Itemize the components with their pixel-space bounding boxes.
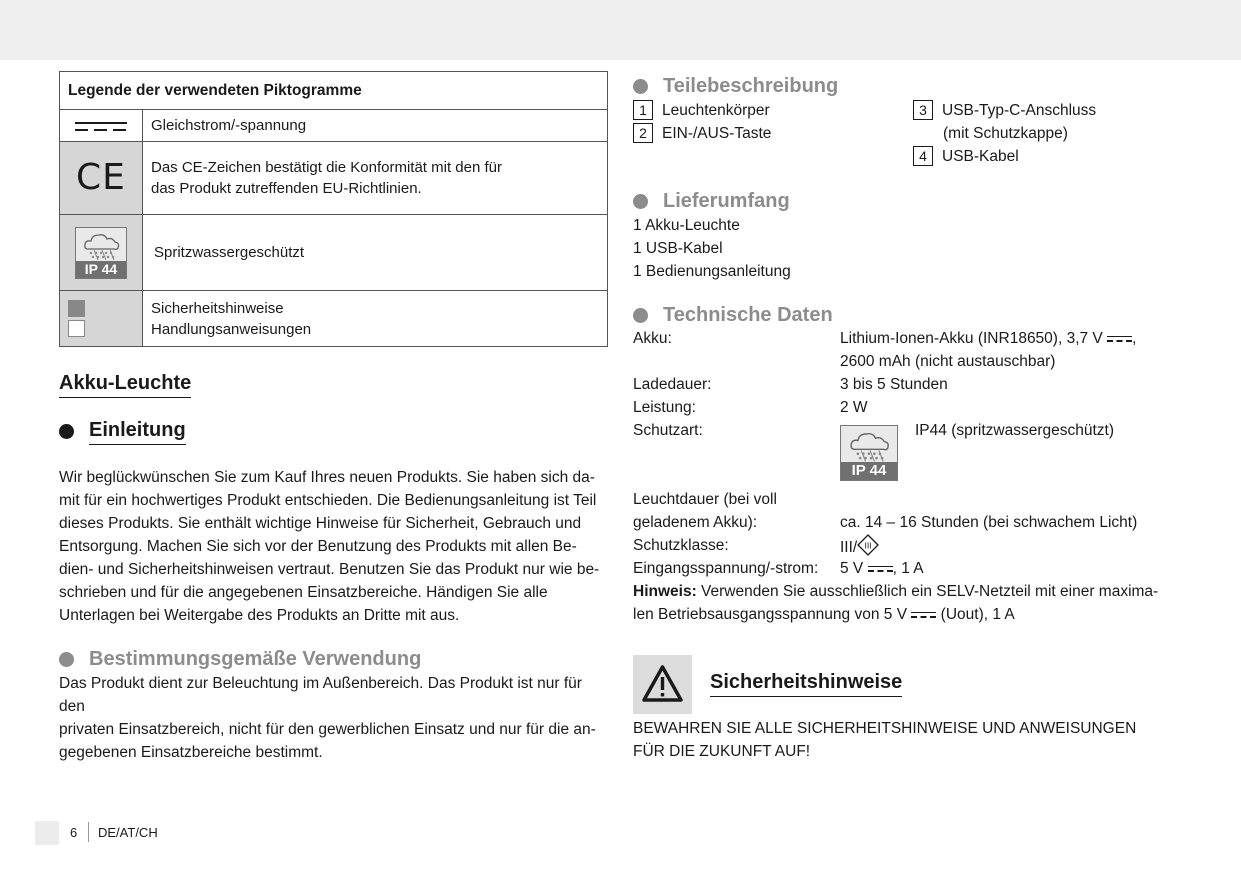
part-item [913, 145, 1019, 168]
page-number: 6 [70, 825, 78, 840]
akku-value-end: , [1132, 330, 1137, 347]
intended-use-line: Das Produkt dient zur Beleuchtung im Außenbereich. Das Produkt ist nur für den [59, 675, 582, 715]
intro-line: Unterlagen bei Weitergabe des Produkts an Dritte mit aus. [59, 607, 460, 624]
intro-paragraph [59, 466, 611, 627]
tech-value: 3 bis 5 Stunden [840, 376, 948, 393]
safety-notice [633, 717, 1136, 763]
legend-icon-cell [60, 291, 143, 347]
tech-value: IP44 (spritzwassergeschützt) [915, 422, 1114, 439]
legend-text-ip44: Spritzwassergeschützt [143, 215, 608, 291]
tech-value [840, 327, 1136, 350]
bullet-dot-icon [59, 652, 74, 667]
tech-key: Akku: [633, 330, 672, 347]
legend-ce-line-1: Das CE-Zeichen bestätigt die Konformität mit den für [151, 159, 502, 176]
legend-icon-cell [60, 215, 143, 291]
tech-key: Schutzart: [633, 422, 703, 439]
intro-line: dieses Produkts. Sie enthält wichtige Hinweise für Sicherheit, Gebrauch und [59, 515, 582, 532]
tech-heading [633, 302, 833, 328]
tech-key: Leistung: [633, 399, 696, 416]
ip44-splash-icon [840, 425, 898, 481]
hinweis-text-2a: len Betriebsausgangsspannung von 5 V [633, 606, 908, 623]
filled-square-icon [68, 300, 85, 317]
product-title: Akku-Leuchte [59, 370, 191, 398]
legend-text-squares [143, 291, 608, 347]
part-number: 3 [913, 100, 933, 120]
warning-triangle-icon [633, 655, 692, 714]
hinweis-label: Hinweis: [633, 583, 697, 600]
dc-current-icon [868, 566, 893, 572]
delivery-item: 1 Akku-Leuchte [633, 217, 740, 234]
legend-text-ce [143, 142, 608, 215]
intro-heading-label: Einleitung [89, 417, 186, 445]
tech-value: ca. 14 – 16 Stunden (bei schwachem Licht) [840, 514, 1138, 531]
safety-heading [710, 669, 902, 697]
intended-use-line: gegebenen Einsatzbereiche bestimmt. [59, 744, 323, 761]
hinweis-text-2b: (Uout), 1 A [936, 606, 1015, 623]
intended-use-line: privaten Einsatzbereich, nicht für den gewerblichen Einsatz und nur für die an- [59, 721, 596, 738]
part-label: Leuchtenkörper [662, 102, 770, 119]
ce-mark-icon: CE [76, 157, 126, 198]
intro-line: dien- und Sicherheitshinweisen vertraut. Benutzen Sie das Produkt nur wie be- [59, 561, 600, 578]
tech-value: 2 W [840, 399, 868, 416]
delivery-item: 1 Bedienungsanleitung [633, 263, 791, 280]
tech-key: Eingangsspannung/-strom: [633, 560, 819, 577]
legend-ce-line-2: das Produkt zutreffenden EU-Richtlinien. [151, 180, 422, 197]
top-band [0, 0, 1241, 60]
tech-heading-label: Technische Daten [663, 304, 833, 326]
legend-icon-cell [60, 142, 143, 215]
part-label: USB-Typ-C-Anschluss [942, 102, 1097, 119]
dc-current-icon [911, 612, 936, 618]
part-item [913, 99, 1096, 122]
eingang-value: 5 V [840, 560, 864, 577]
dc-current-icon [1107, 336, 1132, 342]
dc-current-icon [75, 122, 127, 131]
legend-instructions-text: Handlungsanweisungen [151, 320, 312, 338]
delivery-heading-label: Lieferumfang [663, 190, 790, 212]
ip44-splash-icon [75, 227, 127, 279]
hinweis-text [633, 603, 1015, 626]
legend-icon-cell [60, 110, 143, 142]
tech-key: Ladedauer: [633, 376, 712, 393]
ip44-badge-label: IP 44 [841, 462, 897, 480]
part-label-continuation: (mit Schutzkappe) [943, 125, 1068, 142]
intended-use-heading-label: Bestimmungsgemäße Verwendung [89, 648, 422, 670]
legend-text-dc: Gleichstrom/-spannung [143, 110, 608, 142]
hinweis-text [633, 580, 1158, 603]
intro-line: schrieben und für die angegebenen Einsatzbereiche. Händigen Sie alle [59, 584, 548, 601]
tech-key: geladenem Akku): [633, 514, 758, 531]
intro-line: Wir beglückwünschen Sie zum Kauf Ihres neuen Produkts. Sie haben sich da- [59, 469, 595, 486]
parts-heading [633, 73, 838, 99]
akku-value: Lithium-Ionen-Akku (INR18650), 3,7 V [840, 330, 1103, 347]
part-number: 2 [633, 123, 653, 143]
legend-title: Legende der verwendeten Piktogramme [68, 82, 362, 99]
footer-language: DE/AT/CH [98, 825, 158, 840]
parts-heading-label: Teilebeschreibung [663, 75, 839, 97]
bullet-dot-icon [59, 424, 74, 439]
tech-key: Schutzklasse: [633, 537, 729, 554]
protection-class-label: III [864, 541, 872, 551]
safety-heading-label: Sicherheitshinweise [710, 669, 902, 697]
bullet-dot-icon [633, 194, 648, 209]
part-label: EIN-/AUS-Taste [662, 125, 772, 142]
tech-value: 2600 mAh (nicht austauschbar) [840, 353, 1056, 370]
bullet-dot-icon [633, 79, 648, 94]
part-number: 1 [633, 100, 653, 120]
intended-use-heading [59, 646, 421, 672]
empty-square-icon [68, 320, 85, 337]
tech-key: Leuchtdauer (bei voll [633, 491, 777, 508]
part-label: USB-Kabel [942, 148, 1019, 165]
tech-value [840, 534, 879, 559]
intended-use-paragraph [59, 672, 611, 764]
delivery-heading [633, 188, 790, 214]
safety-line: FÜR DIE ZUKUNFT AUF! [633, 743, 811, 760]
part-item [633, 122, 771, 145]
eingang-value-end: , 1 A [892, 560, 924, 577]
footer-separator [88, 822, 89, 842]
protection-class-3-icon [857, 534, 879, 556]
tech-value [840, 557, 924, 580]
bullet-dot-icon [633, 308, 648, 323]
delivery-item: 1 USB-Kabel [633, 240, 723, 257]
part-item [633, 99, 770, 122]
klasse-value: III/ [840, 539, 858, 556]
pictogram-legend-table [59, 71, 608, 347]
hinweis-text-1: Verwenden Sie ausschließlich ein SELV-Netzteil mit einer maxima- [696, 583, 1159, 600]
part-number: 4 [913, 146, 933, 166]
footer-marker [35, 821, 59, 845]
safety-line: BEWAHREN SIE ALLE SICHERHEITSHINWEISE UND ANWEISUNGEN [633, 720, 1137, 737]
intro-line: Entsorgung. Machen Sie sich vor der Benutzung des Produkts mit allen Be- [59, 538, 577, 555]
legend-safety-text: Sicherheitshinweise [151, 299, 284, 317]
intro-line: mit für ein hochwertiges Produkt entschieden. Die Bedienungsanleitung ist Teil [59, 492, 597, 509]
ip44-badge-label: IP 44 [76, 261, 126, 278]
delivery-list [633, 214, 791, 283]
intro-heading [59, 417, 186, 445]
